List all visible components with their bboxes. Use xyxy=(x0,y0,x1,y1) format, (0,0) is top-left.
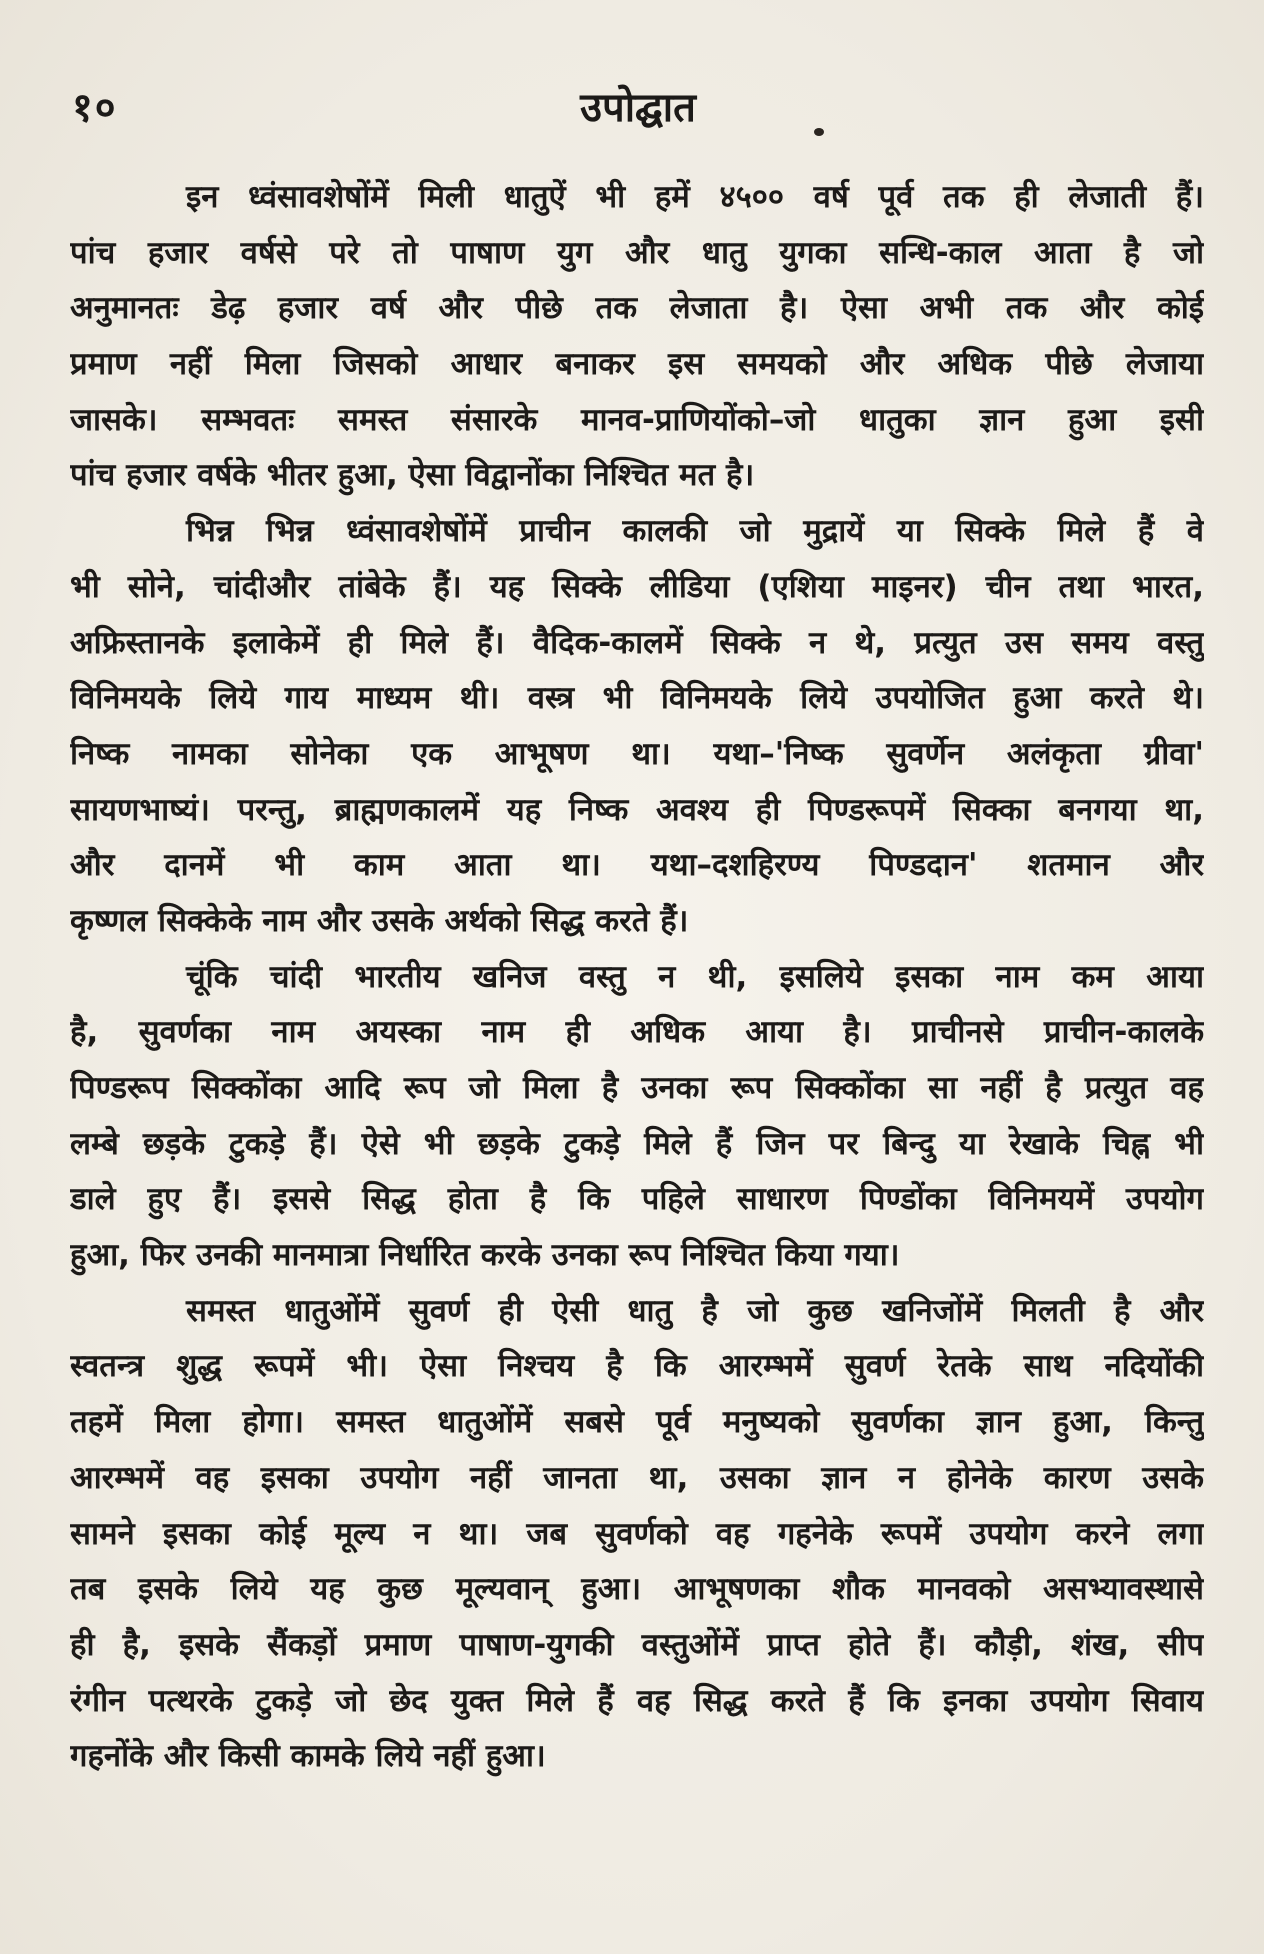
text-line: चूंकि चांदी भारतीय खनिज वस्तु न थी, इसलिये इसका नाम कम आया xyxy=(186,958,1204,995)
running-title: उपोद्घात xyxy=(580,85,696,131)
text-line: सामने इसका कोई मूल्य न था। जब सुवर्णको वह गहनेके रूपमें उपयोग करने लगा xyxy=(70,1515,1204,1552)
text-line: हुआ, फिर उनकी मानमात्रा निर्धारित करके उनका रूप निश्चित किया गया। xyxy=(70,1237,900,1274)
text-line: जासके। सम्भवतः समस्त संसारके मानव-प्राणियोंको–जो धातुका ज्ञान हुआ इसी xyxy=(70,401,1204,438)
text-line: प्रमाण नहीं मिला जिसको आधार बनाकर इस समयको और अधिक पीछे लेजाया xyxy=(70,346,1204,383)
text-line: अनुमानतः डेढ़ हजार वर्ष और पीछे तक लेजाता है। ऐसा अभी तक और कोई xyxy=(70,290,1204,327)
body-text xyxy=(70,170,1204,1785)
text-line: डाले हुए हैं। इससे सिद्ध होता है कि पहिले साधारण पिण्डोंका विनिमयमें उपयोग xyxy=(70,1181,1204,1218)
text-line: लम्बे छड़के टुकड़े हैं। ऐसे भी छड़के टुकड़े मिले हैं जिन पर बिन्दु या रेखाके चिह्न भी xyxy=(70,1125,1204,1162)
text-line: पांच हजार वर्षके भीतर हुआ, ऐसा विद्वानोंका निश्चित मत है। xyxy=(70,457,755,494)
text-line: पांच हजार वर्षसे परे तो पाषाण युग और धातु युगका सन्धि-काल आता है जो xyxy=(70,234,1204,271)
text-line: और दानमें भी काम आता था। यथा–दशहिरण्य पिण्डदान' शतमान और xyxy=(70,847,1204,884)
text-line: तब इसके लिये यह कुछ मूल्यवान् हुआ। आभूषणका शौक मानवको असभ्यावस्थासे xyxy=(70,1571,1204,1608)
text-line: कृष्णल सिक्केके नाम और उसके अर्थको सिद्ध करते हैं। xyxy=(70,902,689,939)
text-line: अफ्रिस्तानके इलाकेमें ही मिले हैं। वैदिक-कालमें सिक्के न थे, प्रत्युत उस समय वस्तु xyxy=(70,624,1204,661)
text-line: ही है, इसके सैंकड़ों प्रमाण पाषाण-युगकी वस्तुओंमें प्राप्त होते हैं। कौड़ी, शंख, सीप xyxy=(70,1626,1204,1663)
text-line: स्वतन्त्र शुद्ध रूपमें भी। ऐसा निश्चय है कि आरम्भमें सुवर्ण रेतके साथ नदियोंकी xyxy=(70,1348,1204,1385)
text-line: भिन्न भिन्न ध्वंसावशेषोंमें प्राचीन कालकी जो मुद्रायें या सिक्के मिले हैं वे xyxy=(186,513,1204,550)
text-line: गहनोंके और किसी कामके लिये नहीं हुआ। xyxy=(70,1738,546,1775)
text-line: पिण्डरूप सिक्कोंका आदि रूप जो मिला है उनका रूप सिक्कोंका सा नहीं है प्रत्युत वह xyxy=(70,1070,1204,1106)
text-line: विनिमयके लिये गाय माध्यम थी। वस्त्र भी विनिमयके लिये उपयोजित हुआ करते थे। xyxy=(70,680,1204,717)
text-line: निष्क नामका सोनेका एक आभूषण था। यथा–'निष्क सुवर्णेन अलंकृता ग्रीवा' xyxy=(70,735,1204,772)
page-header xyxy=(72,78,1204,138)
text-line: सायणभाष्यं। परन्तु, ब्राह्मणकालमें यह निष्क अवश्य ही पिण्डरूपमें सिक्का बनगया था, xyxy=(70,791,1204,828)
text-line: भी सोने, चांदीऔर तांबेके हैं। यह सिक्के लीडिया (एशिया माइनर) चीन तथा भारत, xyxy=(70,568,1204,605)
page-number: १० xyxy=(72,85,118,131)
text-line: है, सुवर्णका नाम अयस्का नाम ही अधिक आया है। प्राचीनसे प्राचीन-कालके xyxy=(70,1014,1204,1051)
ink-spot xyxy=(814,128,824,136)
text-line: तहमें मिला होगा। समस्त धातुओंमें सबसे पूर्व मनुष्यको सुवर्णका ज्ञान हुआ, किन्तु xyxy=(70,1404,1204,1441)
text-line: रंगीन पत्थरके टुकड़े जो छेद युक्त मिले हैं वह सिद्ध करते हैं कि इनका उपयोग सिवाय xyxy=(70,1682,1204,1719)
text-line: आरम्भमें वह इसका उपयोग नहीं जानता था, उसका ज्ञान न होनेके कारण उसके xyxy=(70,1459,1204,1496)
text-line: समस्त धातुओंमें सुवर्ण ही ऐसी धातु है जो कुछ खनिजोंमें मिलती है और xyxy=(186,1292,1204,1329)
text-line: इन ध्वंसावशेषोंमें मिली धातुऐं भी हमें ४५०० वर्ष पूर्व तक ही लेजाती हैं। xyxy=(186,179,1204,215)
